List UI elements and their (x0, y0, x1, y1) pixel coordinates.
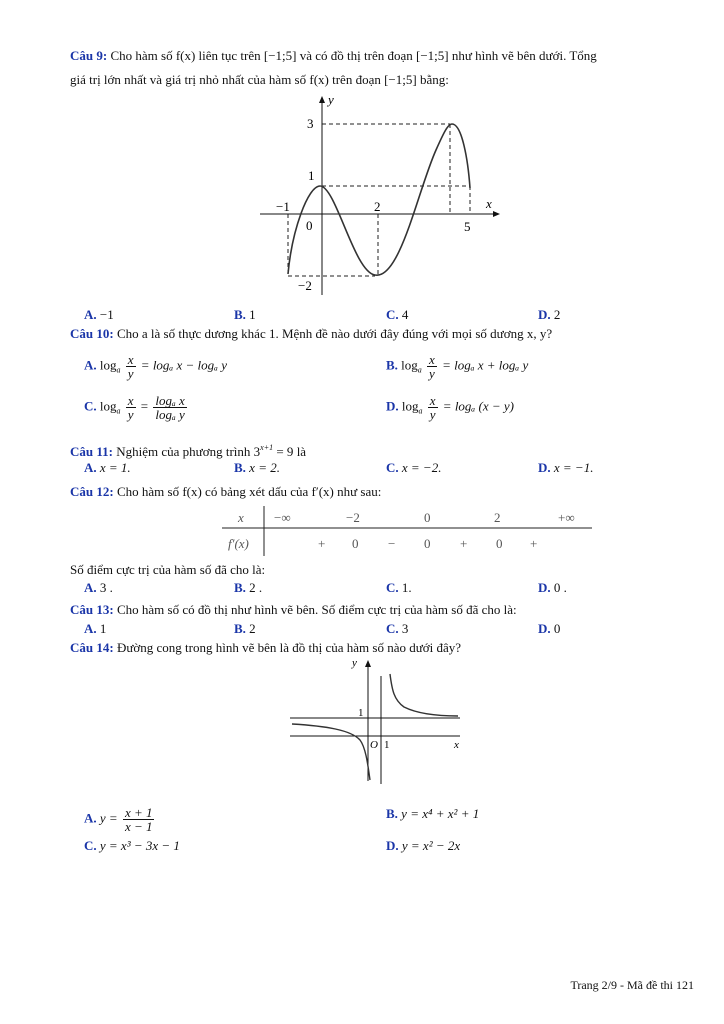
q12-option-b[interactable]: B. 2 . (234, 580, 263, 595)
q12-sign-4: 0 (424, 536, 431, 551)
q14-option-b[interactable]: B. y = x⁴ + x² + 1 (386, 806, 480, 821)
q11-option-b[interactable]: B. x = 2. (234, 460, 280, 475)
q13-line (70, 602, 517, 618)
q12-sign-6: 0 (496, 536, 503, 551)
q12-row1-head: x (238, 510, 244, 525)
q9-label: Câu 9: (70, 48, 108, 63)
q14-one-y: 1 (358, 707, 364, 719)
q10-text: Cho a là số thực dương khác 1. Mệnh đề nào dưới đây đúng với mọi số dương x, y? (116, 326, 553, 341)
q12-sign-1: + (318, 536, 326, 551)
q12-x-neg-inf: −∞ (274, 510, 291, 525)
q9-line2 (70, 72, 449, 88)
q12-text: Cho hàm số f(x) có bảng xét dấu của f′(x) như sau: (116, 484, 382, 499)
q12-sign-2: 0 (352, 536, 359, 551)
q10-option-d[interactable]: D. $\log_a$ $\frac{x}{y}$ = logₐ (x − y) (386, 393, 514, 422)
q14-graph (286, 656, 466, 786)
q12-option-d[interactable]: D. 0 . (538, 580, 567, 595)
q12-x-0: 0 (424, 510, 431, 525)
q13-option-b[interactable]: B. 2 (234, 621, 256, 636)
q9-tick-xm1: −1 (276, 199, 290, 214)
q12-option-c[interactable]: C. 1. (386, 580, 412, 595)
q10-line (70, 326, 552, 342)
q10-label: Câu 10: (70, 326, 114, 341)
q9-line1 (70, 48, 597, 64)
q13-option-d[interactable]: D. 0 (538, 621, 561, 636)
q9-tick-x0: 0 (306, 218, 313, 233)
q10-option-a[interactable]: A. $\log_a$ $\frac{x}{y}$ = logₐ x − logₐ y (84, 352, 227, 381)
q13-option-c[interactable]: C. 3 (386, 621, 409, 636)
q12-option-a[interactable]: A. 3 . (84, 580, 113, 595)
q11-option-c[interactable]: C. x = −2. (386, 460, 442, 475)
q12-sign-5: + (460, 536, 468, 551)
q9-tick-x2: 2 (374, 199, 381, 214)
q14-origin: O (370, 739, 378, 751)
q14-option-a[interactable]: A. y = $\frac{x + 1}{x - 1}$ (84, 805, 153, 834)
q9-tick-ym2: −2 (298, 278, 312, 293)
q9-tick-x5: 5 (464, 219, 471, 234)
q10-option-b[interactable]: B. $\log_a$ $\frac{x}{y}$ = logₐ x + logₐ y (386, 352, 529, 381)
q12-x-pos-inf: +∞ (558, 510, 575, 525)
q9-graph (250, 90, 510, 300)
q14-one-x: 1 (384, 739, 390, 751)
q13-label: Câu 13: (70, 602, 114, 617)
q9-option-b[interactable]: B. 1 (234, 307, 256, 322)
q13-option-a[interactable]: A. 1 (84, 621, 107, 636)
q9-option-d[interactable]: D. 2 (538, 307, 561, 322)
q9-axis-x: x (486, 196, 492, 211)
q12-line (70, 484, 381, 500)
q11-option-a[interactable]: A. x = 1. (84, 460, 131, 475)
q12-row2-head: f′(x) (228, 536, 249, 551)
q10-option-c[interactable]: C. $\log_a$ $\frac{x}{y}$ = $\frac{\text{logₐ x}}{\text{logₐ y}}$ (84, 393, 185, 422)
q11-line: Câu 11: Nghiệm của phương trình $3^{x+1} = 9$ là (70, 443, 307, 459)
q9-axis-y: y (328, 92, 334, 107)
q9-tick-y1: 1 (308, 168, 315, 183)
q12-x-2: 2 (494, 510, 501, 525)
q12-x-m2: −2 (346, 510, 360, 525)
q9-option-c[interactable]: C. 4 (386, 307, 409, 322)
q13-text: Cho hàm số có đồ thị như hình vẽ bên. Số điểm cực trị của hàm số đã cho là: (116, 602, 517, 617)
q12-sign-7: + (530, 536, 538, 551)
q11-label: Câu 11: (70, 444, 113, 459)
q12-label: Câu 12: (70, 484, 114, 499)
q14-axis-x: x (454, 739, 459, 751)
q9-tick-y3: 3 (307, 116, 314, 131)
q14-option-d[interactable]: D. y = x² − 2x (386, 838, 461, 853)
q14-text: Đường cong trong hình vẽ bên là đồ thị của hàm số nào dưới đây? (116, 640, 462, 655)
q9-text1: Cho hàm số f(x) liên tục trên [−1;5] và có đồ thị trên đoạn [−1;5] như hình vẽ bên dưới. Tổng (110, 48, 597, 63)
q14-label: Câu 14: (70, 640, 114, 655)
q11-option-d[interactable]: D. x = −1. (538, 460, 594, 475)
q9-option-a[interactable]: A. −1 (84, 307, 114, 322)
q14-line (70, 640, 461, 656)
q9-text2: giá trị lớn nhất và giá trị nhỏ nhất của hàm số f(x) trên đoạn [−1;5] bằng: (70, 72, 449, 87)
page-footer: Trang 2/9 - Mã đề thi 121 (570, 978, 694, 992)
q12-sign-table (222, 506, 596, 558)
q14-option-c[interactable]: C. y = x³ − 3x − 1 (84, 838, 180, 853)
q12-sign-3: − (388, 536, 396, 551)
q14-axis-y: y (352, 657, 357, 669)
q12-question: Số điểm cực trị của hàm số đã cho là: (70, 562, 266, 577)
